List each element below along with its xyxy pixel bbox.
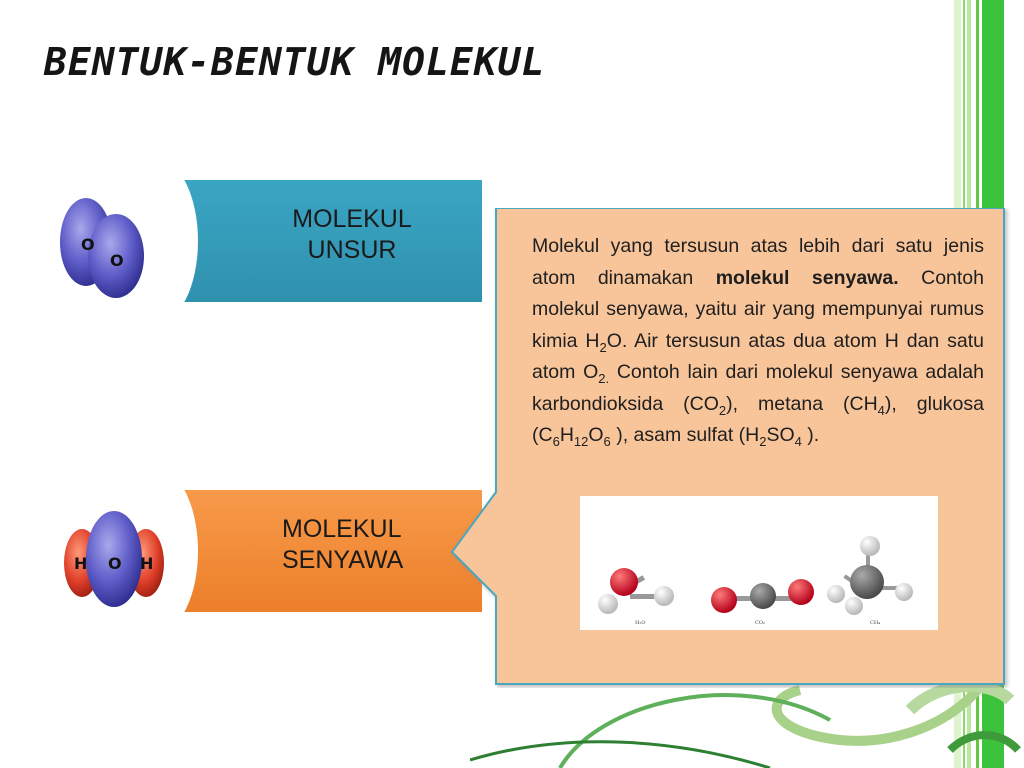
desc-sub: 12	[573, 433, 589, 449]
desc-sub: 2	[718, 402, 727, 418]
atom-h-label: H	[140, 554, 154, 573]
atom-h-label: H	[74, 554, 88, 573]
desc-part: Contoh lain dari molekul senyawa adalah karbondioksida (CO	[532, 361, 984, 415]
molekul-senyawa-line1: MOLEKUL	[282, 515, 402, 543]
desc-part: ), asam sulfat (H	[610, 424, 760, 446]
molekul-unsur-line2: UNSUR	[307, 236, 397, 264]
water-molecule-icon	[60, 505, 170, 615]
atom-o-label: O	[108, 554, 122, 573]
desc-part: ), glukosa (C	[532, 392, 984, 446]
molekul-senyawa-line2: SENYAWA	[282, 546, 404, 574]
atom-o-label: O	[110, 251, 124, 270]
caption-h2o: H₂O	[635, 620, 646, 626]
co2-model	[711, 579, 814, 613]
desc-sub: 2.	[598, 370, 610, 386]
desc-part: SO	[766, 424, 795, 446]
desc-part: Contoh molekul senyawa, yaitu air yang mempunyai rumus kimia H	[532, 266, 984, 352]
desc-sub: 2	[759, 433, 767, 449]
description-text	[532, 231, 984, 452]
molecule-models-image	[580, 496, 938, 630]
molecule-models-drawing	[580, 496, 938, 630]
slide-title: BENTUK-BENTUK MOLEKUL	[44, 40, 546, 84]
desc-sub: 4	[794, 433, 802, 449]
caption-ch4: CH₄	[870, 620, 881, 626]
desc-sub: 6	[603, 433, 611, 449]
atom-o-label: O	[81, 235, 95, 254]
oxygen-molecule-icon	[50, 190, 150, 300]
molekul-unsur-label	[282, 204, 422, 266]
caption-co2: CO₂	[755, 620, 765, 626]
ch4-model	[827, 536, 913, 615]
desc-part: Molekul yang tersusun atas lebih dari satu jenis atom dinamakan	[532, 235, 984, 289]
desc-part: O. Air tersusun atas dua atom H dan satu atom O	[532, 329, 984, 383]
desc-bold: molekul senyawa.	[715, 266, 899, 289]
desc-sub: 6	[552, 433, 560, 449]
desc-sub: 4	[877, 402, 885, 418]
desc-sub: 2	[599, 339, 607, 355]
desc-part: ), metana (CH	[726, 392, 878, 415]
molekul-senyawa-label	[282, 514, 403, 576]
desc-part: ).	[801, 424, 820, 446]
molekul-unsur-line1: MOLEKUL	[292, 205, 412, 233]
h2o-model	[598, 568, 674, 614]
desc-part: O	[588, 424, 604, 446]
desc-part: H	[559, 424, 574, 446]
